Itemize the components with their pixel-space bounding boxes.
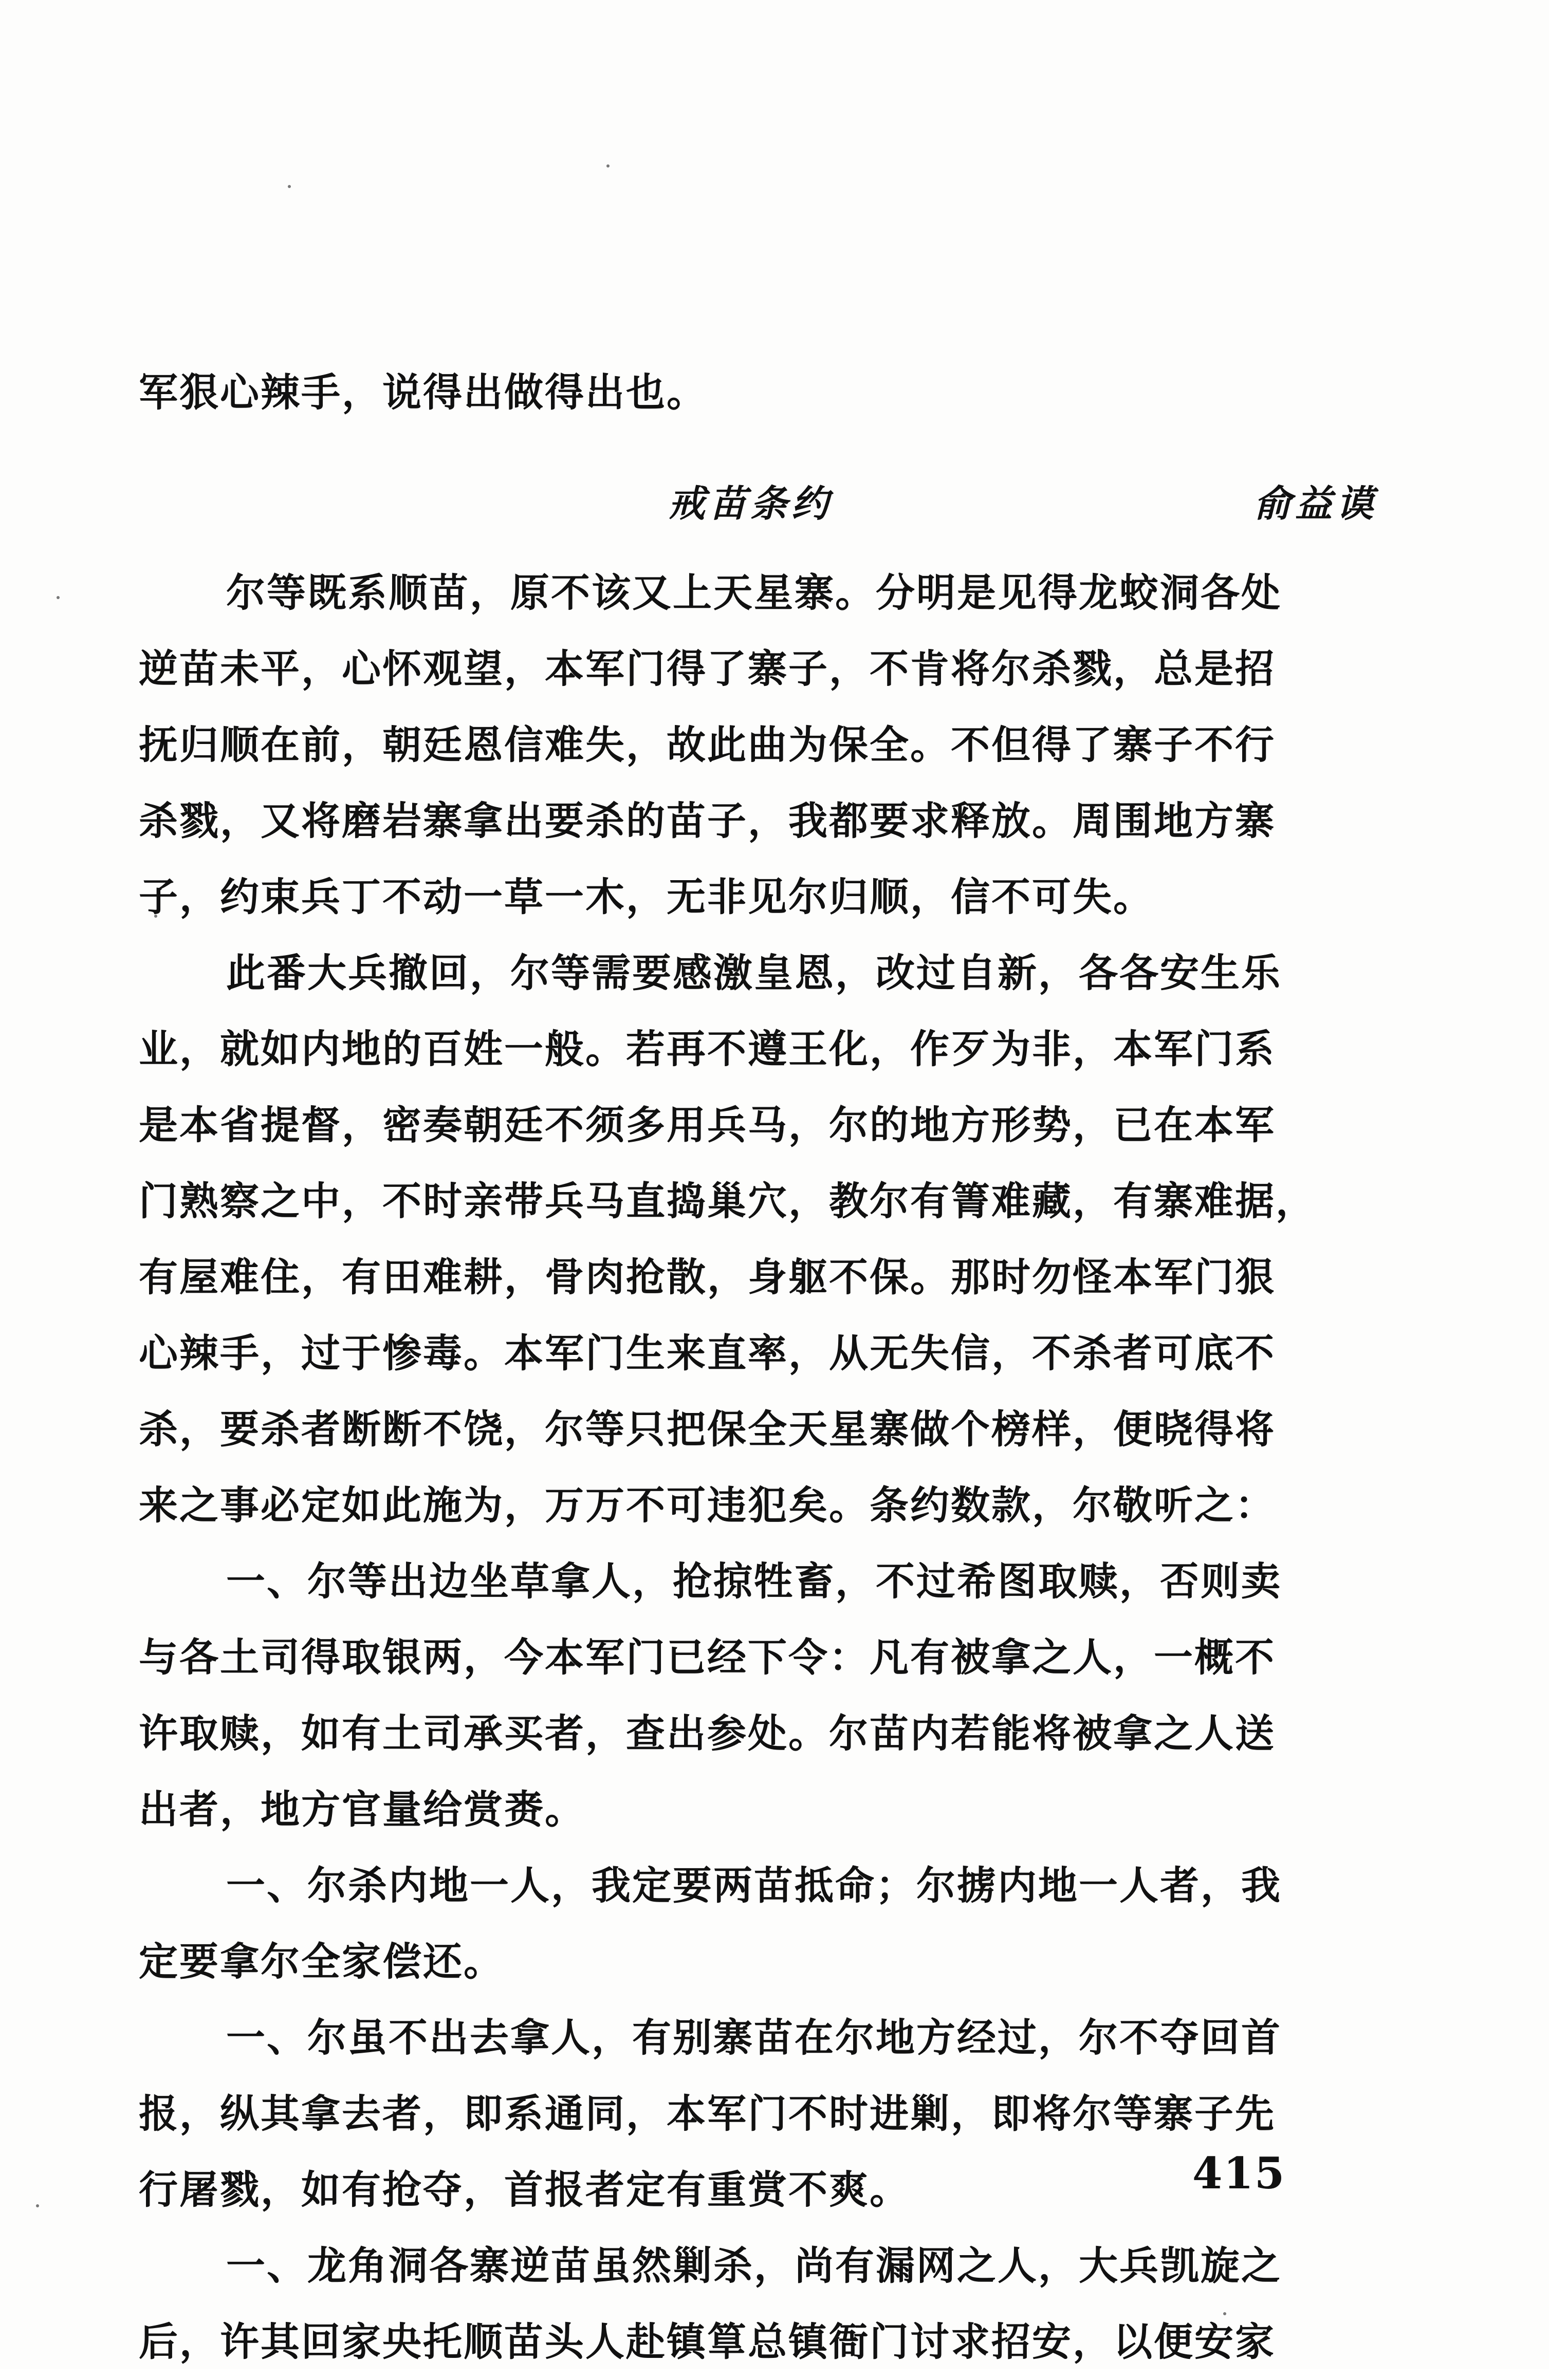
paragraph-5 <box>139 2000 1372 2228</box>
text-line: 此番大兵撤回，尔等需要感激皇恩，改过自新，各各安生乐 <box>226 950 1282 996</box>
text-line: 一、尔杀内地一人，我定要两苗抵命；尔掳内地一人者，我 <box>226 1863 1282 1908</box>
scan-speck <box>606 164 610 168</box>
opening-line-block <box>139 355 1372 431</box>
text-line: 一、尔虽不出去拿人，有别寨苗在尔地方经过，尔不夺回首 <box>226 2015 1282 2060</box>
text-line: 杀戮，又将磨岩寨拿出要杀的苗子，我都要求释放。周围地方寨 <box>139 798 1276 844</box>
body-text <box>139 555 1372 2380</box>
text-line: 一、尔等出边坐草拿人，抢掠牲畜，不过希图取赎，否则卖 <box>226 1558 1282 1604</box>
paragraph-6 <box>139 2228 1372 2380</box>
text-line: 杀，要杀者断断不饶，尔等只把保全天星寨做个榜样，便晓得将 <box>139 1406 1276 1452</box>
text-line: 行屠戮，如有抢夺，首报者定有重赏不爽。 <box>139 2167 910 2212</box>
text-line: 出者，地方官量给赏赉。 <box>139 1787 585 1832</box>
text-line: 报，纵其拿去者，即系通同，本军门不时进剿，即将尔等寨子先 <box>139 2091 1276 2136</box>
document-author: 俞益谟 <box>1253 481 1377 525</box>
text-line: 逆苗未平，心怀观望，本军门得了寨子，不肯将尔杀戮，总是招 <box>139 646 1276 692</box>
text-line: 业，就如内地的百姓一般。若再不遵王化，作歹为非，本军门系 <box>139 1026 1276 1072</box>
text-line: 定要拿尔全家偿还。 <box>139 1939 504 1984</box>
document-heading <box>668 473 1377 534</box>
text-line: 有屋难住，有田难耕，骨肉抢散，身躯不保。那时勿怪本军门狠 <box>139 1254 1276 1300</box>
text-line: 抚归顺在前，朝廷恩信难失，故此曲为保全。不但得了寨子不行 <box>139 722 1276 768</box>
paragraph-2 <box>139 935 1372 1544</box>
text-line: 来之事必定如此施为，万万不可违犯矣。条约数款，尔敬听之： <box>139 1482 1276 1528</box>
paragraph-3 <box>139 1544 1372 1848</box>
text-line: 与各土司得取银两，今本军门已经下令：凡有被拿之人，一概不 <box>139 1634 1276 1680</box>
text-line: 一、龙角洞各寨逆苗虽然剿杀，尚有漏网之人，大兵凯旋之 <box>226 2243 1282 2289</box>
scan-speck <box>57 596 60 599</box>
text-line: 许取赎，如有土司承买者，查出参处。尔苗内若能将被拿之人送 <box>139 1710 1276 1756</box>
paragraph-4 <box>139 1848 1372 2000</box>
text-line: 是本省提督，密奏朝廷不须多用兵马，尔的地方形势，已在本军 <box>139 1102 1276 1148</box>
opening-line: 军狠心辣手，说得出做得出也。 <box>139 369 707 415</box>
text-line: 心辣手，过于惨毒。本军门生来直率，从无失信，不杀者可底不 <box>139 1330 1276 1376</box>
text-line: 后，许其回家央托顺苗头人赴镇筸总镇衙门讨求招安，以便安家 <box>139 2319 1276 2365</box>
paragraph-1 <box>139 555 1372 935</box>
scan-speck <box>36 2204 39 2207</box>
text-line: 尔等既系顺苗，原不该又上天星寨。分明是见得龙蛟洞各处 <box>226 570 1282 616</box>
scan-speck <box>288 185 291 188</box>
text-line: 子，约束兵丁不动一草一木，无非见尔归顺，信不可失。 <box>139 874 1154 920</box>
text-line: 门熟察之中，不时亲带兵马直捣巢穴，教尔有箐难藏，有寨难据， <box>139 1178 1316 1224</box>
document-title: 戒苗条约 <box>668 481 833 525</box>
page-number: 415 <box>1192 2148 1286 2199</box>
